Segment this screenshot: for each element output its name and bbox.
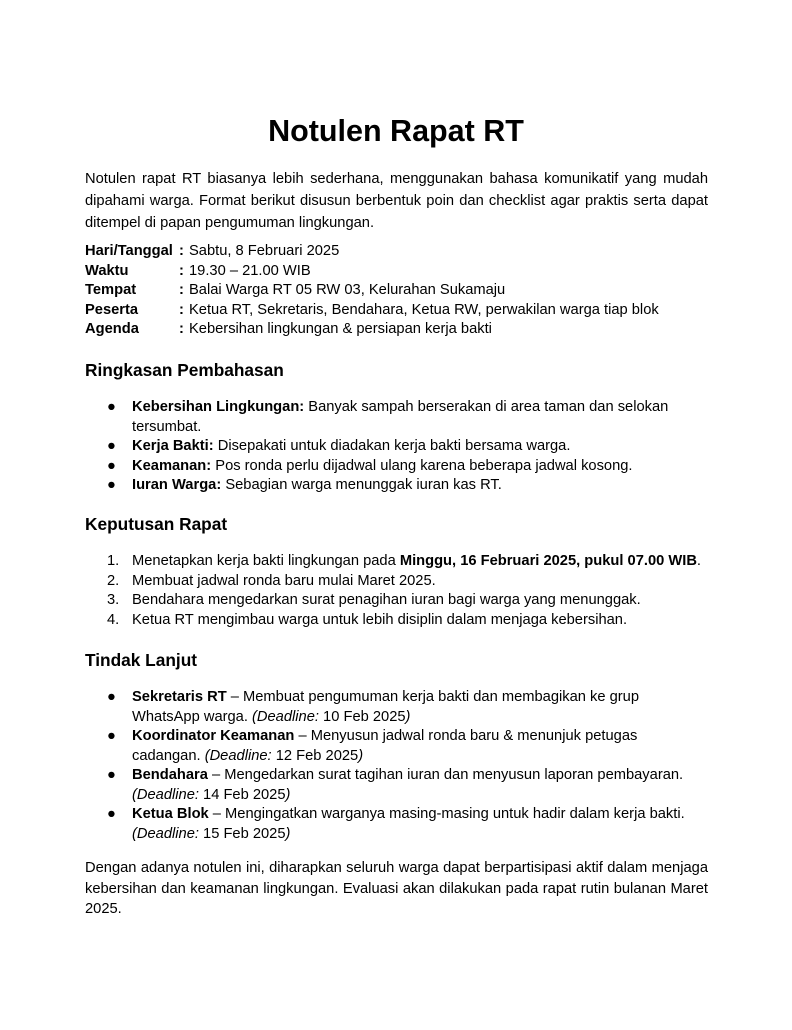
list-item [85,572,708,592]
item-text: Bendahara mengedarkan surat penagihan iuran bagi warga yang menunggak. [132,592,641,608]
deadline-date: 10 Feb 2025 [318,708,406,725]
list-item [85,805,708,844]
bullet-icon: ● [107,728,116,744]
meta-colon: : [179,282,184,298]
bullet-icon: ● [107,457,116,474]
list-item [85,476,708,496]
item-after: . [696,553,702,569]
tindak-lanjut-list [85,688,708,844]
meta-label: Agenda [85,321,139,337]
item-term: Bendahara [132,767,208,783]
item-number: 2. [107,572,120,589]
item-text: Disepakati untuk diadakan kerja bakti bersama warga. [213,438,571,454]
list-item [85,398,708,437]
meta-label: Tempat [85,282,137,298]
deadline-close: ) [405,708,411,725]
deadline-label: (Deadline: [132,786,199,803]
meta-colon: : [179,262,184,279]
deadline-close: ) [285,786,291,803]
deadline-date: 12 Feb 2025 [271,747,359,764]
item-term: Kerja Bakti: [132,438,214,454]
meta-value: 19.30 – 21.00 WIB [189,262,311,279]
item-term: Kebersihan Lingkungan: [132,399,305,415]
item-text: Ketua RT mengimbau warga untuk lebih disiplin dalam menjaga kebersihan. [132,611,628,628]
intro-paragraph: Notulen rapat RT biasanya lebih sederhana, menggunakan bahasa komunikatif yang mudah dipahami warga. Format berikut disusun berbentuk poin dan checklist agar praktis serta dapat ditempel di papan pengumuman lingkungan. [85,171,708,231]
document-title: Notulen Rapat RT [268,114,524,148]
meta-value: Kebersihan lingkungan & persiapan kerja bakti [189,321,492,337]
meta-label: Hari/Tanggal [85,243,173,259]
list-item [85,766,708,805]
item-text: Pos ronda perlu dijadwal ulang karena beberapa jadwal kosong. [211,457,633,474]
deadline-date: 14 Feb 2025 [198,786,286,803]
item-term: Iuran Warga: [132,477,222,493]
meta-value: Ketua RT, Sekretaris, Bendahara, Ketua RW, perwakilan warga tiap blok [189,301,659,318]
item-term: Koordinator Keamanan [132,728,295,744]
bullet-icon: ● [107,477,116,493]
section-heading-keputusan: Keputusan Rapat [85,514,228,534]
item-text: Menetapkan kerja bakti lingkungan pada [132,553,400,569]
meta-colon: : [179,243,184,259]
bullet-icon: ● [107,438,116,454]
meeting-info [85,242,708,340]
meta-label: Waktu [85,262,129,279]
meta-row-place [85,281,708,301]
meta-colon: : [179,321,184,337]
bullet-icon: ● [107,689,116,705]
bullet-icon: ● [107,767,116,783]
deadline-label: (Deadline: [132,825,199,842]
item-bold: Minggu, 16 Februari 2025, pukul 07.00 WIB [399,553,697,569]
meta-value: Balai Warga RT 05 RW 03, Kelurahan Sukamaju [189,282,506,298]
meta-value: Sabtu, 8 Februari 2025 [189,243,340,259]
item-number: 1. [107,553,120,569]
list-item [85,552,708,572]
section-heading-tindak-lanjut: Tindak Lanjut [85,650,198,670]
item-number: 3. [107,592,120,608]
item-text: – Mengedarkan surat tagihan iuran dan menyusun laporan pembayaran. [207,767,684,783]
section-heading-ringkasan: Ringkasan Pembahasan [85,360,284,380]
list-item [85,611,708,631]
item-text: Sebagian warga menunggak iuran kas RT. [221,477,502,493]
list-item [85,727,708,766]
item-number: 4. [107,611,120,628]
deadline-date: 15 Feb 2025 [198,825,286,842]
deadline-close: ) [358,747,364,764]
meta-label: Peserta [85,301,139,318]
ringkasan-list [85,398,708,496]
item-term: Keamanan: [132,457,212,474]
item-text: Banyak sampah berserakan di area taman dan selokan tersumbat. [132,399,669,435]
list-item [85,437,708,457]
deadline-close: ) [285,825,291,842]
item-text: Membuat jadwal ronda baru mulai Maret 2025. [132,572,436,589]
bullet-icon: ● [107,399,116,415]
closing-paragraph: Dengan adanya notulen ini, diharapkan seluruh warga dapat berpartisipasi aktif dalam menjaga kebersihan dan keamanan lingkungan. Evaluasi akan dilakukan pada rapat rutin bulanan Maret 2025. [85,860,708,917]
meta-row-agenda [85,320,708,340]
list-item [85,688,708,727]
meta-colon: : [179,301,184,318]
list-item [85,457,708,477]
meta-row-participants [85,301,708,321]
item-text: – Membuat pengumuman kerja bakti dan membagikan ke grup WhatsApp warga. [132,689,640,725]
item-text: – Mengingatkan warganya masing-masing untuk hadir dalam kerja bakti. [208,806,685,822]
item-text: – Menyusun jadwal ronda baru & menunjuk petugas cadangan. [132,728,638,764]
item-term: Ketua Blok [132,806,209,822]
deadline-label: (Deadline: [204,747,272,764]
bullet-icon: ● [107,806,116,822]
meta-row-time [85,262,708,282]
keputusan-list [85,552,708,630]
meta-row-date [85,242,708,262]
list-item [85,591,708,611]
item-term: Sekretaris RT [132,689,227,705]
deadline-label: (Deadline: [252,708,319,725]
